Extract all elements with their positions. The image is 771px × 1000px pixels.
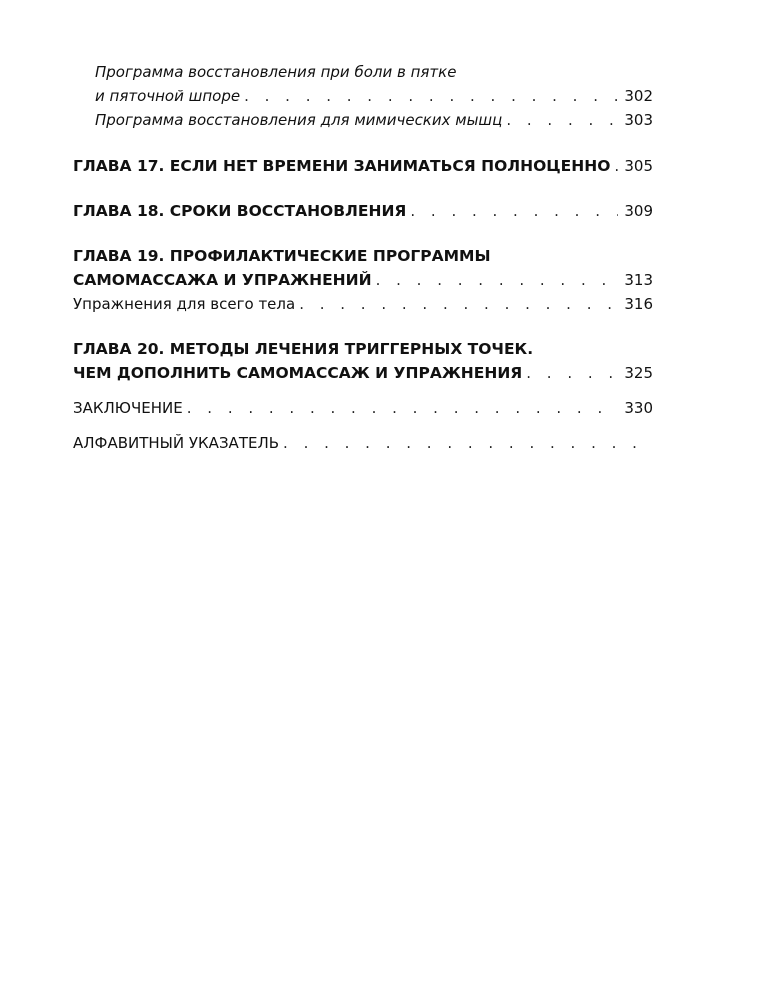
chapter-18-title: ГЛАВА 18. СРОКИ ВОССТАНОВЛЕНИЯ (73, 202, 407, 220)
dot-leader (410, 199, 618, 223)
conclusion-title: ЗАКЛЮЧЕНИЕ (73, 399, 183, 417)
toc-entry-whole-body-exercises[interactable] (73, 292, 653, 316)
page-number: 330 (624, 399, 653, 417)
toc-entry-chapter-17[interactable] (73, 154, 653, 178)
page-number: 302 (624, 87, 653, 105)
table-of-contents (73, 60, 653, 455)
toc-entry-chapter-19-line1[interactable] (73, 244, 653, 268)
toc-entry-chapter-18[interactable] (73, 199, 653, 223)
dot-leader (244, 84, 618, 108)
toc-entry-alphabetical-index[interactable] (73, 431, 638, 455)
chapter-20-title: ГЛАВА 20. МЕТОДЫ ЛЕЧЕНИЯ ТРИГГЕРНЫХ ТОЧЕК. (73, 340, 534, 358)
toc-entry-heel-program[interactable] (73, 84, 653, 108)
dot-leader (526, 361, 618, 385)
dot-leader (506, 108, 618, 132)
toc-entry-chapter-19[interactable] (73, 268, 653, 292)
dot-leader (376, 268, 619, 292)
page-number: 303 (624, 111, 653, 129)
toc-entry-heel-program-title: Программа восстановления при боли в пятке (95, 63, 457, 81)
whole-body-exercises-title: Упражнения для всего тела (73, 295, 296, 313)
page-number: 325 (624, 364, 653, 382)
page-number: 305 (624, 157, 653, 175)
dot-leader (187, 396, 619, 420)
toc-entry-heel-program-title-cont: и пяточной шпоре (95, 87, 241, 105)
chapter-20-title-cont: ЧЕМ ДОПОЛНИТЬ САМОМАССАЖ И УПРАЖНЕНИЯ (73, 364, 523, 382)
toc-entry-face-program[interactable] (73, 108, 653, 132)
chapter-17-title: ГЛАВА 17. ЕСЛИ НЕТ ВРЕМЕНИ ЗАНИМАТЬСЯ ПОЛНОЦЕННО (73, 157, 611, 175)
toc-entry-face-program-title: Программа восстановления для мимических мышц (95, 111, 503, 129)
dot-leader (283, 431, 638, 455)
alphabetical-index-title: АЛФАВИТНЫЙ УКАЗАТЕЛЬ (73, 434, 280, 452)
toc-entry-chapter-20-line1[interactable] (73, 337, 653, 361)
page-number: 316 (624, 295, 653, 313)
chapter-19-title: ГЛАВА 19. ПРОФИЛАКТИЧЕСКИЕ ПРОГРАММЫ (73, 247, 491, 265)
page-number: 313 (624, 271, 653, 289)
page-number: 309 (624, 202, 653, 220)
toc-entry-chapter-20[interactable] (73, 361, 653, 385)
toc-entry-heel-program-line1[interactable] (73, 60, 653, 84)
toc-entry-conclusion[interactable] (73, 396, 653, 420)
dot-leader (299, 292, 618, 316)
chapter-19-title-cont: САМОМАССАЖА И УПРАЖНЕНИЙ (73, 271, 372, 289)
